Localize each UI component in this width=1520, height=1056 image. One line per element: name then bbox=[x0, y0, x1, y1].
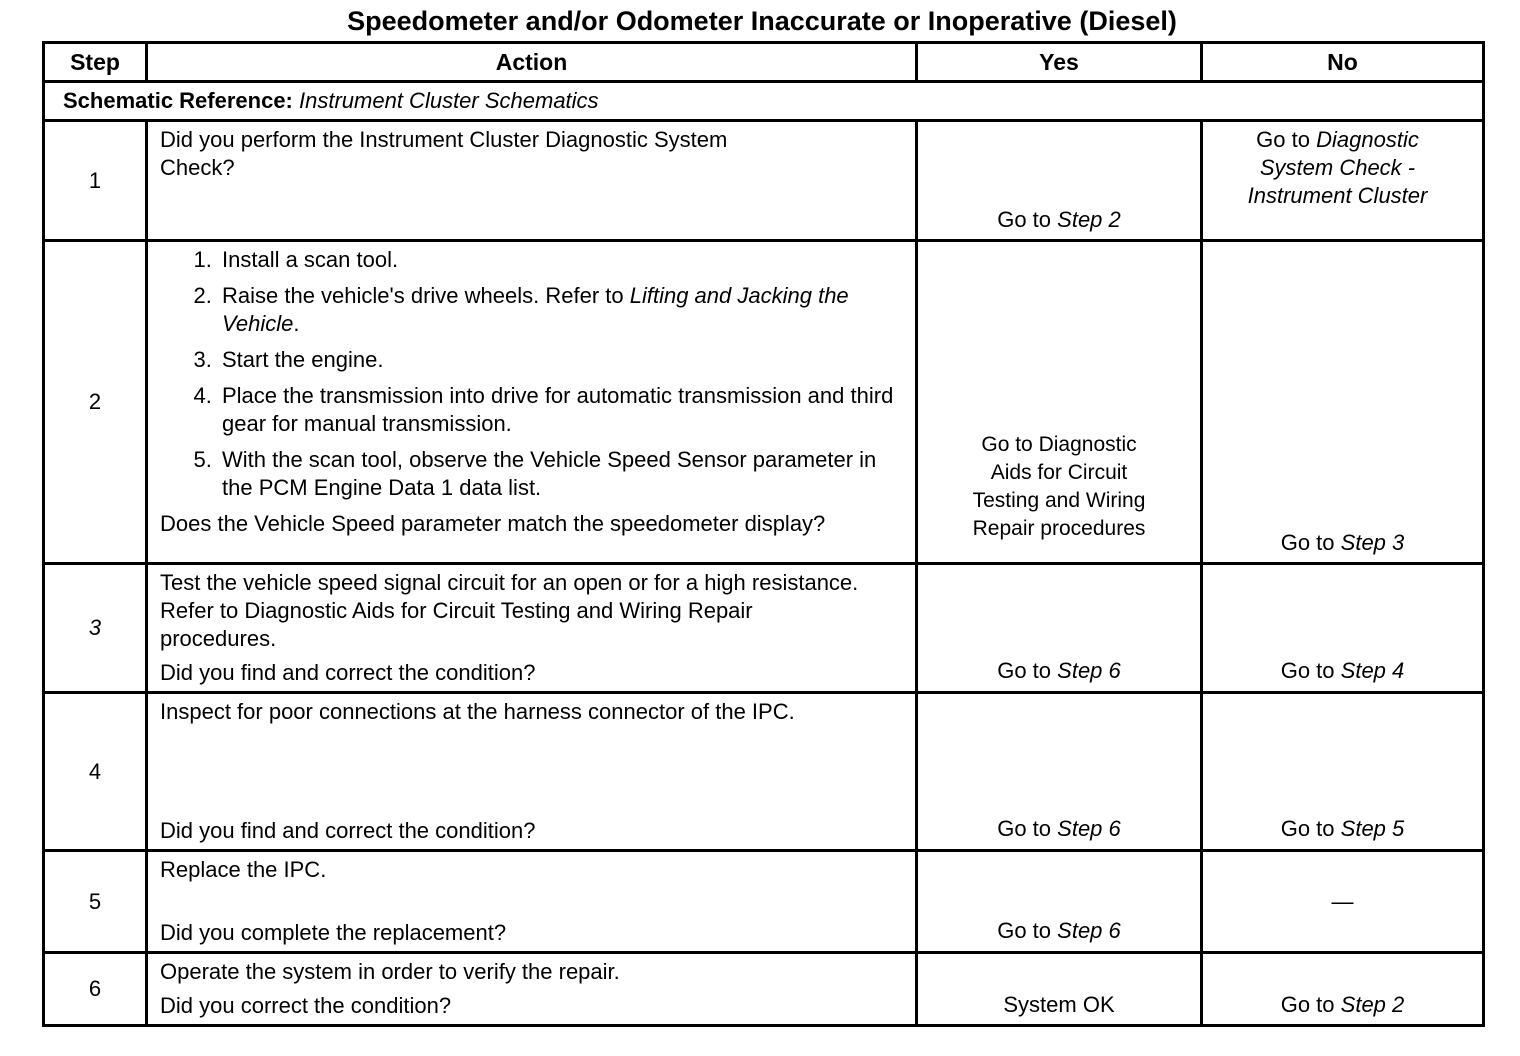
yes-cell bbox=[917, 121, 1202, 241]
no-link[interactable]: Go to Diagnostic System Check - Instrument Cluster bbox=[1247, 127, 1428, 208]
no-cell: — bbox=[1202, 851, 1484, 953]
no-link[interactable]: Go to Step 4 bbox=[1280, 658, 1405, 683]
action-cell bbox=[147, 953, 917, 1026]
table-row bbox=[44, 121, 1484, 241]
action-cell bbox=[147, 121, 917, 241]
question-text: Did you complete the replacement? bbox=[160, 920, 507, 945]
step-number: 1 bbox=[44, 121, 147, 241]
table-row bbox=[44, 953, 1484, 1026]
step-number: 6 bbox=[44, 953, 147, 1026]
schematic-reference bbox=[44, 82, 1484, 121]
question-text: Does the Vehicle Speed parameter match the speedometer display? bbox=[160, 511, 826, 536]
schematic-link[interactable]: Instrument Cluster Schematics bbox=[299, 88, 599, 113]
yes-cell bbox=[917, 851, 1202, 953]
schematic-label: Schematic Reference: bbox=[63, 88, 293, 113]
no-link[interactable]: Go to Step 3 bbox=[1280, 530, 1405, 555]
yes-cell bbox=[917, 953, 1202, 1026]
no-cell bbox=[1202, 953, 1484, 1026]
question-text: Did you correct the condition? bbox=[160, 993, 452, 1018]
yes-link[interactable]: Go to Step 6 bbox=[997, 918, 1121, 943]
yes-cell bbox=[917, 241, 1202, 564]
step-number: 5 bbox=[44, 851, 147, 953]
step-number: 2 bbox=[44, 241, 147, 564]
action-cell bbox=[147, 241, 917, 564]
schematic-row bbox=[44, 82, 1484, 121]
action-text: Operate the system in order to verify the repair. bbox=[160, 959, 620, 984]
yes-link[interactable]: Go to Diagnostic Aids for Circuit Testing and Wiring Repair procedures bbox=[972, 433, 1146, 540]
table-row bbox=[44, 241, 1484, 564]
no-cell bbox=[1202, 121, 1484, 241]
header-action: Action bbox=[147, 43, 917, 82]
diagnostic-table bbox=[42, 41, 1485, 1027]
list-item: 1. Install a scan tool. bbox=[218, 246, 905, 274]
no-cell bbox=[1202, 241, 1484, 564]
header-row bbox=[44, 43, 1484, 82]
table-row bbox=[44, 693, 1484, 851]
step-number: 3 bbox=[44, 564, 147, 693]
list-item: 3. Start the engine. bbox=[218, 346, 905, 374]
procedure-list bbox=[160, 246, 905, 502]
question-text: Did you find and correct the condition? bbox=[160, 660, 536, 685]
action-cell bbox=[147, 851, 917, 953]
step-number: 4 bbox=[44, 693, 147, 851]
action-text: Inspect for poor connections at the harness connector of the IPC. bbox=[160, 699, 795, 724]
list-item: 5. With the scan tool, observe the Vehicle Speed Sensor parameter in the PCM Engine Data 1 data list. bbox=[218, 446, 905, 502]
yes-link[interactable]: Go to Step 6 bbox=[997, 658, 1121, 683]
no-cell bbox=[1202, 693, 1484, 851]
yes-link[interactable]: Go to Step 2 bbox=[997, 207, 1121, 232]
table-row bbox=[44, 564, 1484, 693]
yes-result: System OK bbox=[1003, 992, 1115, 1017]
yes-cell bbox=[917, 693, 1202, 851]
procedure-link[interactable]: Lifting and Jacking the Vehicle bbox=[222, 283, 849, 336]
question-text: Did you find and correct the condition? bbox=[160, 818, 536, 843]
header-step: Step bbox=[44, 43, 147, 82]
no-link[interactable]: Go to Step 5 bbox=[1280, 816, 1405, 841]
list-item: 2. Raise the vehicle's drive wheels. Refer to Lifting and Jacking the Vehicle. bbox=[218, 282, 905, 338]
table-row bbox=[44, 851, 1484, 953]
yes-cell bbox=[917, 564, 1202, 693]
action-text: Replace the IPC. bbox=[160, 857, 327, 882]
action-text: Did you perform the Instrument Cluster Diagnostic System Check? bbox=[160, 127, 728, 180]
no-cell bbox=[1202, 564, 1484, 693]
action-cell bbox=[147, 564, 917, 693]
list-item: 4. Place the transmission into drive for automatic transmission and third gear for manual transmission. bbox=[218, 382, 905, 438]
action-text: Test the vehicle speed signal circuit for an open or for a high resistance. Refer to Diagnostic Aids for Circuit Testing and Wiring Repair procedures. bbox=[160, 570, 859, 651]
header-yes: Yes bbox=[917, 43, 1202, 82]
page-title: Speedometer and/or Odometer Inaccurate or Inoperative (Diesel) bbox=[347, 6, 1177, 36]
action-cell bbox=[147, 693, 917, 851]
no-link[interactable]: Go to Step 2 bbox=[1280, 992, 1405, 1017]
header-no: No bbox=[1202, 43, 1484, 82]
yes-link[interactable]: Go to Step 6 bbox=[997, 816, 1121, 841]
